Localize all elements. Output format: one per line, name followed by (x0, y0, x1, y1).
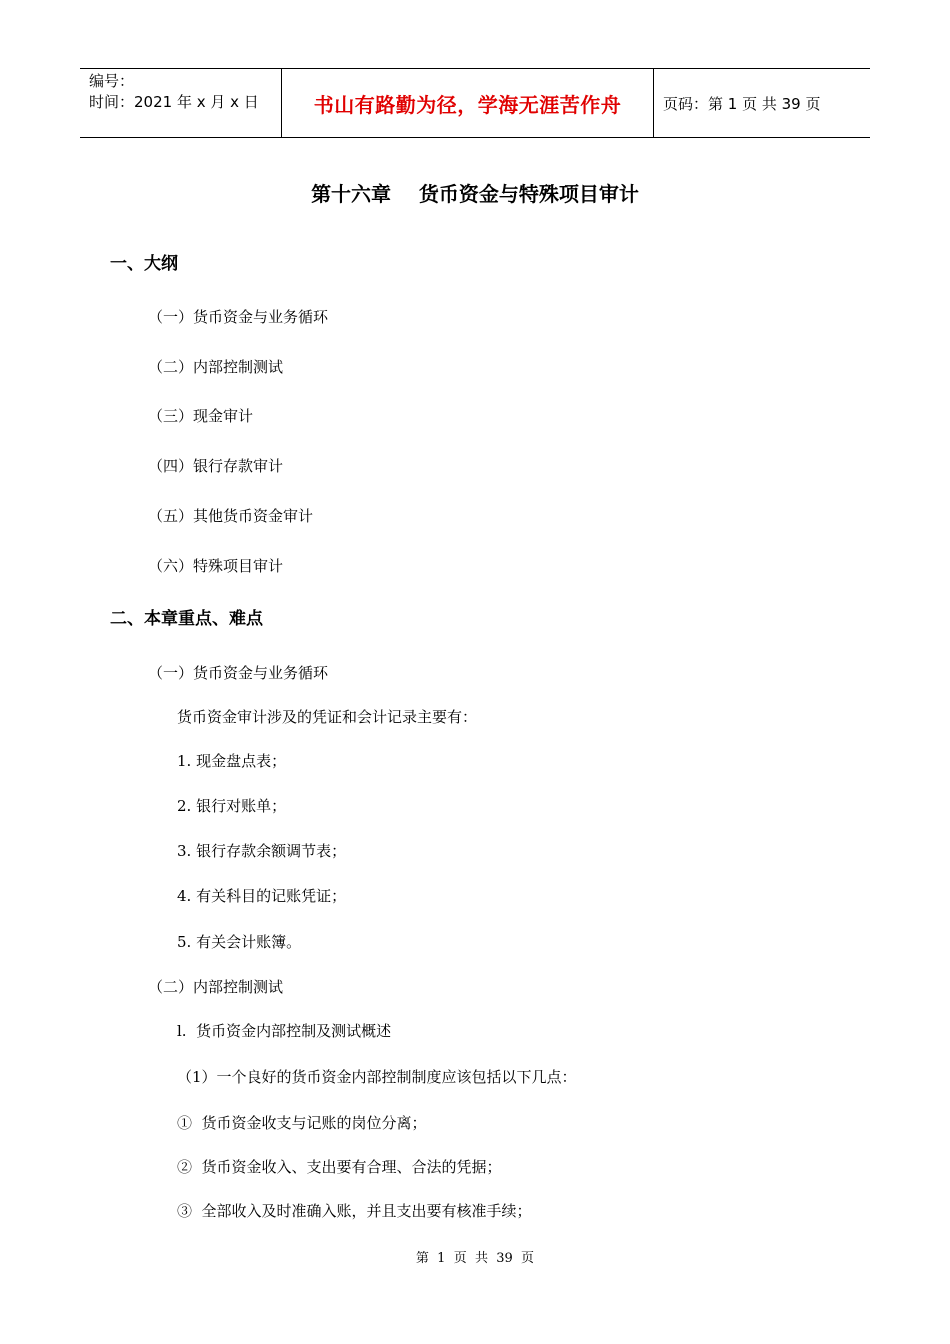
document-number-label: 编号： (89, 72, 135, 90)
chapter-title: 第十六章 货币资金与特殊项目审计 (311, 182, 639, 206)
control-point: ③ 全部收入及时准确入账，并且支出要有核准手续； (177, 1202, 532, 1220)
control-point: ② 货币资金收入、支出要有合理、合法的凭据； (177, 1158, 502, 1176)
document-date-label: 时间：2021 年 x 月 x 日 (89, 93, 259, 111)
record-item: 2. 银行对账单； (177, 797, 287, 815)
header-info-cell (80, 69, 281, 137)
section-heading-focus: 二、本章重点、难点 (110, 609, 263, 629)
page-footer: 第 1 页 共 39 页 (415, 1251, 535, 1266)
record-item: 1. 现金盘点表； (177, 752, 287, 770)
header-table (80, 68, 870, 138)
outline-item: （二）内部控制测试 (148, 358, 284, 376)
record-item: 4. 有关科目的记账凭证； (177, 887, 347, 905)
outline-item: （一）货币资金与业务循环 (148, 308, 329, 326)
paragraph: l. 货币资金内部控制及测试概述 (177, 1022, 392, 1040)
record-item: 3. 银行存款余额调节表； (177, 842, 347, 860)
paragraph: 货币资金审计涉及的凭证和会计记录主要有： (177, 708, 478, 726)
header-page-cell (654, 69, 870, 137)
subsection-heading: （二）内部控制测试 (148, 978, 284, 996)
outline-item: （四）银行存款审计 (148, 457, 284, 475)
subsection-heading: （一）货币资金与业务循环 (148, 664, 329, 682)
outline-item: （三）现金审计 (148, 407, 254, 425)
header-motto-cell (281, 69, 654, 137)
header-motto: 书山有路勤为径，学海无涯苦作舟 (313, 92, 622, 117)
outline-item: （六）特殊项目审计 (148, 557, 284, 575)
paragraph: （1）一个良好的货币资金内部控制制度应该包括以下几点： (177, 1068, 577, 1086)
record-item: 5. 有关会计账簿。 (177, 933, 302, 951)
header-page-info: 页码：第 1 页 共 39 页 (663, 94, 821, 113)
section-heading-outline: 一、大纲 (110, 254, 178, 274)
control-point: ① 货币资金收支与记账的岗位分离； (177, 1114, 427, 1132)
outline-item: （五）其他货币资金审计 (148, 507, 314, 525)
